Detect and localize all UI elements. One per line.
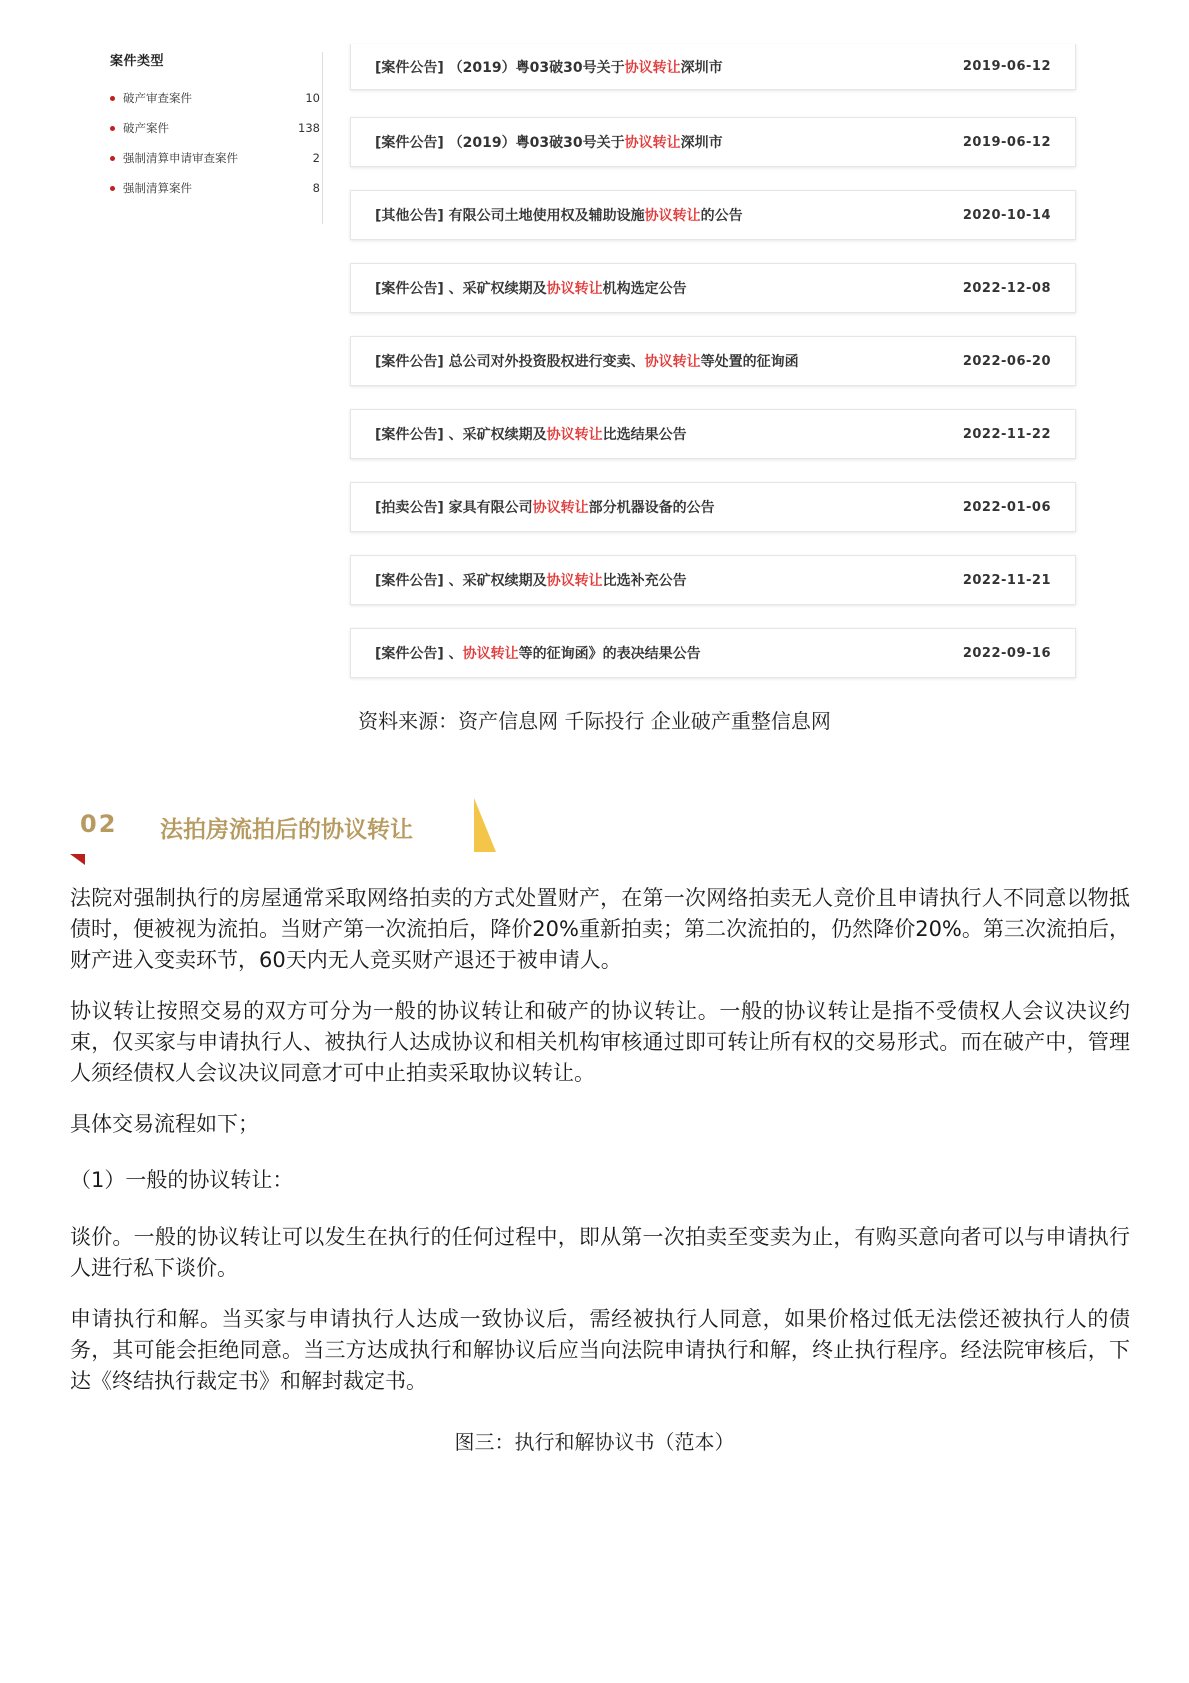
sidebar-item-liquidation-review[interactable] [110, 143, 320, 173]
announcement-title: [案件公告] （2019）粤03破30号关于协议转让深圳市 [375, 59, 723, 76]
bullet-icon [110, 156, 115, 161]
announcement-date: 2020-10-14 [962, 207, 1051, 223]
announcement-title: [案件公告] 、采矿权续期及协议转让比选结果公告 [375, 427, 687, 443]
sidebar-item-count: 10 [305, 91, 320, 105]
announcement-title: [案件公告] 、协议转让等的征询函》的表决结果公告 [375, 646, 701, 662]
announcement-row[interactable] [350, 44, 1076, 90]
announcement-title: [案件公告] 、采矿权续期及协议转让机构选定公告 [375, 281, 687, 297]
announcement-title: [案件公告] （2019）粤03破30号关于协议转让深圳市 [375, 135, 723, 151]
triangle-decoration-icon [472, 798, 498, 854]
announcement-date: 2022-06-20 [962, 353, 1051, 369]
announcement-row[interactable] [350, 555, 1076, 605]
sidebar-item-count: 8 [312, 181, 320, 195]
announcement-screenshot [0, 0, 1189, 720]
announcement-date: 2022-12-08 [962, 280, 1051, 296]
corner-mark-icon [70, 854, 86, 866]
sidebar-item-liquidation[interactable] [110, 173, 320, 203]
sidebar-item-count: 2 [312, 151, 320, 165]
announcement-row[interactable] [350, 409, 1076, 459]
sidebar-item-label: 强制清算申请审查案件 [123, 151, 238, 165]
announcement-date: 2019-06-12 [962, 59, 1051, 74]
figure-caption: 图三：执行和解协议书（范本） [454, 1430, 735, 1454]
announcement-row[interactable] [350, 482, 1076, 532]
announcement-title: [案件公告] 总公司对外投资股权进行变卖、协议转让等处置的征询函 [375, 354, 799, 370]
announcement-date: 2022-01-06 [962, 499, 1051, 515]
sidebar-divider [322, 52, 323, 224]
paragraph-transfer-types: 协议转让按照交易的双方可分为一般的协议转让和破产的协议转让。一般的协议转让是指不受债权人会议决议约束，仅买家与申请执行人、被执行人达成协议和相关机构审核通过即可转让所有权的交易形式。而在破产中，管理人须经债权人会议决议同意才可中止拍卖采取协议转让。 [70, 999, 1130, 1085]
case-type-sidebar [110, 50, 320, 203]
section-number: 02 [80, 810, 118, 838]
paragraph-general-transfer: （1）一般的协议转让： [70, 1168, 294, 1192]
announcement-row[interactable] [350, 263, 1076, 313]
sidebar-item-label: 破产案件 [123, 121, 169, 135]
sidebar-title: 案件类型 [110, 54, 165, 69]
announcement-row[interactable] [350, 336, 1076, 386]
sidebar-item-count: 138 [298, 121, 320, 135]
sidebar-item-bankruptcy-review[interactable] [110, 83, 320, 113]
announcement-date: 2022-09-16 [962, 645, 1051, 661]
bullet-icon [110, 96, 115, 101]
source-caption: 资料来源：资产信息网 千际投行 企业破产重整信息网 [358, 709, 831, 733]
paragraph-settlement: 申请执行和解。当买家与申请执行人达成一致协议后，需经被执行人同意，如果价格过低无法偿还被执行人的债务，其可能会拒绝同意。当三方达成执行和解协议后应当向法院申请执行和解，终止执行程序。经法院审核后，下达《终结执行裁定书》和解封裁定书。 [70, 1307, 1130, 1393]
sidebar-item-label: 破产审查案件 [123, 91, 192, 105]
announcement-date: 2022-11-21 [962, 572, 1051, 588]
announcement-date: 2019-06-12 [962, 134, 1051, 150]
announcement-title: [拍卖公告] 家具有限公司协议转让部分机器设备的公告 [375, 500, 715, 516]
paragraph-negotiation: 谈价。一般的协议转让可以发生在执行的任何过程中，即从第一次拍卖至变卖为止，有购买意向者可以与申请执行人进行私下谈价。 [70, 1225, 1130, 1280]
sidebar-item-label: 强制清算案件 [123, 181, 192, 195]
announcement-row[interactable] [350, 117, 1076, 167]
announcement-row[interactable] [350, 190, 1076, 240]
paragraph-process-intro: 具体交易流程如下； [70, 1112, 259, 1136]
bullet-icon [110, 126, 115, 131]
section-heading [70, 798, 670, 858]
announcement-row[interactable] [350, 628, 1076, 678]
bullet-icon [110, 186, 115, 191]
announcement-title: [其他公告] 有限公司土地使用权及辅助设施协议转让的公告 [375, 208, 743, 224]
announcement-date: 2022-11-22 [962, 426, 1051, 442]
section-title: 法拍房流拍后的协议转让 [160, 817, 413, 843]
paragraph-auction-process: 法院对强制执行的房屋通常采取网络拍卖的方式处置财产，在第一次网络拍卖无人竞价且申请执行人不同意以物抵债时，便被视为流拍。当财产第一次流拍后，降价20%重新拍卖；第二次流拍的，仍然降价20%。第三次流拍后，财产进入变卖环节，60天内无人竞买财产退还于被申请人。 [70, 886, 1130, 972]
sidebar-item-bankruptcy[interactable] [110, 113, 320, 143]
announcement-title: [案件公告] 、采矿权续期及协议转让比选补充公告 [375, 573, 687, 589]
